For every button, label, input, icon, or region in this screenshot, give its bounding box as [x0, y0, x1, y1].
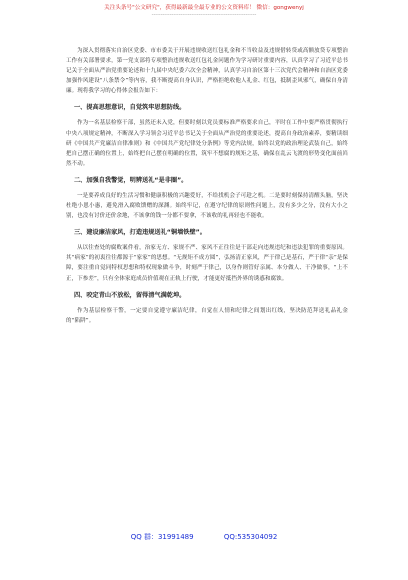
section-paragraph-4: 作为基层检察干警，一定要自觉遵守廉洁纪律，自觉在人情和纪律之间划出红线，坚决防范拜送礼品礼金的“陷阱”。: [66, 307, 348, 324]
section-paragraph-1: 作为一名基层检察干部，虽然还未入党，但要时刻以党员要标准严格要求自己，平时在工作中要严格贯彻执行中央八项规定精神，不断深入学习领会习近平总书记关于全面从严治党的重要论述，提高自身政治素养，要精读细研《中国共产党廉洁自律准则》和《中国共产党纪律处分条例》等党内法规，始终以党的政治理论武装自己，始终把自己摆正确的位置上，始终把自己摆在明确的位置，筑牢不想腐的规矩之基，确保在乱云飞渡的形势变化面前岿然不动。: [66, 120, 348, 167]
footer-qq-number: QQ:535304092: [223, 533, 278, 541]
section-paragraph-2: 一是要养成良好的生活习惯和健康积极的兴趣爱好，不给找机会子可趁之机。二是要时刻保持清醒头脑，坚决杜绝小恩小惠，避免滑入腐败馈赠的深渊。始终牢记，在遵守纪律的原则性问题上，没有多少之分，没有大小之别，也没有讨价还价余地，不该拿的钱一分都不要拿，不该收的礼再轻也不能收。: [66, 192, 348, 220]
header-divider: ----------------------------------------------------------: [151, 12, 257, 18]
section-heading-4: 四、咬定青山不放松，留得清气满乾坤。: [74, 291, 186, 299]
section-heading-3: 三、建设廉洁家风，打造违规送礼“铜墙铁壁”。: [74, 229, 206, 237]
header-promo-text: 关注头条号"公文研究"，获得最新最全最专业的公文资料库！ 微信：gongwenyj: [104, 5, 304, 11]
footer-qq-group: QQ 群：31991489: [130, 533, 194, 541]
section-heading-1: 一、提高思想意识，自觉筑牢思想防线。: [74, 104, 186, 112]
intro-paragraph: 为深入贯彻落实自治区党委、市市委关于开展违规收送红包礼金和不当收益及违规借转贷或高额放贷专项整治工作有关部署要求，第一党支部将专项整治违规收送红包礼金问题作为学习研讨重要内容，认真学习了习近平总书记关于全面从严治党重要论述和十九届中央纪委六次全会精神，认真学习自治区第十三次党代会精神和自治区党委加强作风建设“八条禁令”等内容，我不断提高自身认识，严格拒绝收他人礼金、红包，抵制歪风邪气，确保自身清廉。现将我学习的心得体会报告如下：: [66, 48, 348, 95]
section-heading-2: 二、加强自我警觉，明辨送礼“是非圈”。: [74, 176, 188, 184]
footer-banner: [0, 532, 408, 542]
section-paragraph-3: 从以往查处的腐败案件看，治家无方、家规不严、家风不正往往是干部走向违规违纪和违法犯罪的重要原因。其“病家”的初衷往往都源于“家家”的思想。“无规矩不成方圆”，弘扬清正家风，严于律己是基石，严于律“亲”是保障，要注重自觉同特权思想和特权现象做斗争，时刻严于律己，以身作则管好亲属、本分做人、干净做事，“上不正，下参差”，只有全体家庭成员价值观在正轨上行驶，才能更好抵挡外界的诱惑和腐蚀。: [66, 245, 348, 282]
header-banner: [0, 4, 408, 18]
document-body: [66, 46, 348, 328]
